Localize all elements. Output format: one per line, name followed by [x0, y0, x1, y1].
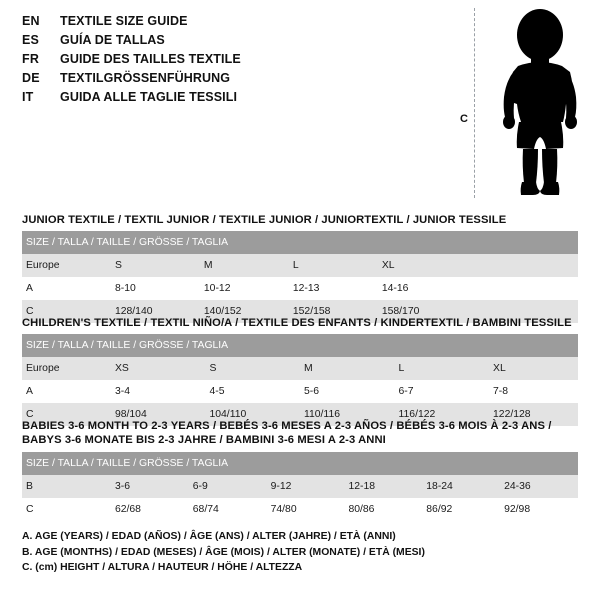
legend [22, 529, 578, 576]
legend-item-c: C. (cm) HEIGHT / ALTURA / HAUTEUR / HÖHE / ALTEZZA [22, 562, 303, 573]
legend-item-b: B. AGE (MONTHS) / EDAD (MESES) / ÂGE (MOIS) / ALTER (MONATE) / ETÀ (MESI) [22, 546, 425, 558]
cell: M [300, 357, 395, 380]
table-header-row [22, 231, 578, 254]
height-figure [452, 8, 592, 198]
cell: 110/116 [300, 403, 395, 426]
cell: 6-9 [189, 475, 267, 498]
table-header-row [22, 334, 578, 357]
language-code: FR [22, 52, 40, 66]
cell: 158/170 [378, 300, 467, 323]
cell: 3-4 [111, 380, 206, 403]
cell: L [289, 254, 378, 277]
cell: 9-12 [267, 475, 345, 498]
language-title: TEXTILGRÖSSENFÜHRUNG [60, 71, 231, 85]
cell: 92/98 [500, 498, 578, 521]
section-children [22, 317, 578, 426]
section-junior [22, 214, 578, 323]
cell: 5-6 [300, 380, 395, 403]
language-code: EN [22, 14, 40, 28]
child-silhouette-icon [488, 8, 592, 198]
cell: 10-12 [200, 277, 289, 300]
table-header-label: SIZE / TALLA / TAILLE / GRÖSSE / TAGLIA [22, 334, 578, 357]
cell: 116/122 [395, 403, 490, 426]
cell: 24-36 [500, 475, 578, 498]
table-row [22, 498, 578, 521]
cell: 4-5 [205, 380, 300, 403]
row-label: Europe [22, 254, 111, 277]
cell: 14-16 [378, 277, 467, 300]
cell: 152/158 [289, 300, 378, 323]
cell: 104/110 [205, 403, 300, 426]
cell: 128/140 [111, 300, 200, 323]
row-label: C [22, 403, 111, 426]
language-row-de [22, 71, 442, 90]
legend-item-a: A. AGE (YEARS) / EDAD (AÑOS) / ÂGE (ANS) / ALTER (JAHRE) / ETÀ (ANNI) [22, 531, 396, 542]
cell: 140/152 [200, 300, 289, 323]
cell: XL [378, 254, 467, 277]
cell: 3-6 [111, 475, 189, 498]
cell: 68/74 [189, 498, 267, 521]
cell: 18-24 [422, 475, 500, 498]
cell: 98/104 [111, 403, 206, 426]
section-title-junior: JUNIOR TEXTILE / TEXTIL JUNIOR / TEXTILE JUNIOR / JUNIORTEXTIL / JUNIOR TESSILE [22, 214, 507, 226]
cell: 12-18 [344, 475, 422, 498]
cell: 62/68 [111, 498, 189, 521]
cell: XS [111, 357, 206, 380]
language-row-en [22, 14, 442, 33]
language-code: ES [22, 33, 40, 47]
cell: 12-13 [289, 277, 378, 300]
table-header-row [22, 452, 578, 475]
row-label: B [22, 475, 111, 498]
height-guide-line [474, 8, 475, 198]
cell: M [200, 254, 289, 277]
language-row-it [22, 90, 442, 109]
table-row [22, 380, 578, 403]
language-title: GUÍA DE TALLAS [60, 33, 165, 47]
cell: 8-10 [111, 277, 200, 300]
row-label: A [22, 277, 111, 300]
table-row [22, 277, 578, 300]
table-header-label: SIZE / TALLA / TAILLE / GRÖSSE / TAGLIA [22, 452, 578, 475]
language-code: DE [22, 71, 40, 85]
cell-empty [467, 254, 578, 277]
height-measure-label: C [460, 113, 468, 125]
table-row [22, 254, 578, 277]
section-babies [22, 420, 578, 521]
table-header-label: SIZE / TALLA / TAILLE / GRÖSSE / TAGLIA [22, 231, 578, 254]
cell: 86/92 [422, 498, 500, 521]
cell: XL [489, 357, 578, 380]
table-row [22, 475, 578, 498]
language-title: TEXTILE SIZE GUIDE [60, 14, 188, 28]
language-row-es [22, 33, 442, 52]
table-row [22, 357, 578, 380]
row-label: C [22, 498, 111, 521]
cell-empty [467, 277, 578, 300]
section-title-babies-line1: BABIES 3-6 MONTH TO 2-3 YEARS / BEBÉS 3-6 MESES A 2-3 AÑOS / BÉBÉS 3-6 MOIS À 2-3 ANS / [22, 420, 552, 432]
language-title: GUIDE DES TAILLES TEXTILE [60, 52, 241, 66]
language-title: GUIDA ALLE TAGLIE TESSILI [60, 90, 238, 104]
cell: 80/86 [344, 498, 422, 521]
cell: 6-7 [395, 380, 490, 403]
language-code: IT [22, 90, 34, 104]
cell: S [205, 357, 300, 380]
table-babies [22, 452, 578, 521]
row-label: Europe [22, 357, 111, 380]
table-junior [22, 231, 578, 323]
section-title-babies-line2: BABYS 3-6 MONATE BIS 2-3 JAHRE / BAMBINI 3-6 MESI A 2-3 ANNI [22, 433, 386, 446]
cell: 74/80 [267, 498, 345, 521]
section-title-children: CHILDREN'S TEXTILE / TEXTIL NIÑO/A / TEXTILE DES ENFANTS / KINDERTEXTIL / BAMBINI TESSILE [22, 317, 572, 329]
language-row-fr [22, 52, 442, 71]
cell: 7-8 [489, 380, 578, 403]
table-children [22, 334, 578, 426]
cell: 122/128 [489, 403, 578, 426]
row-label: C [22, 300, 111, 323]
cell: L [395, 357, 490, 380]
section-title-babies [22, 420, 578, 447]
cell: S [111, 254, 200, 277]
language-list [22, 14, 442, 109]
row-label: A [22, 380, 111, 403]
